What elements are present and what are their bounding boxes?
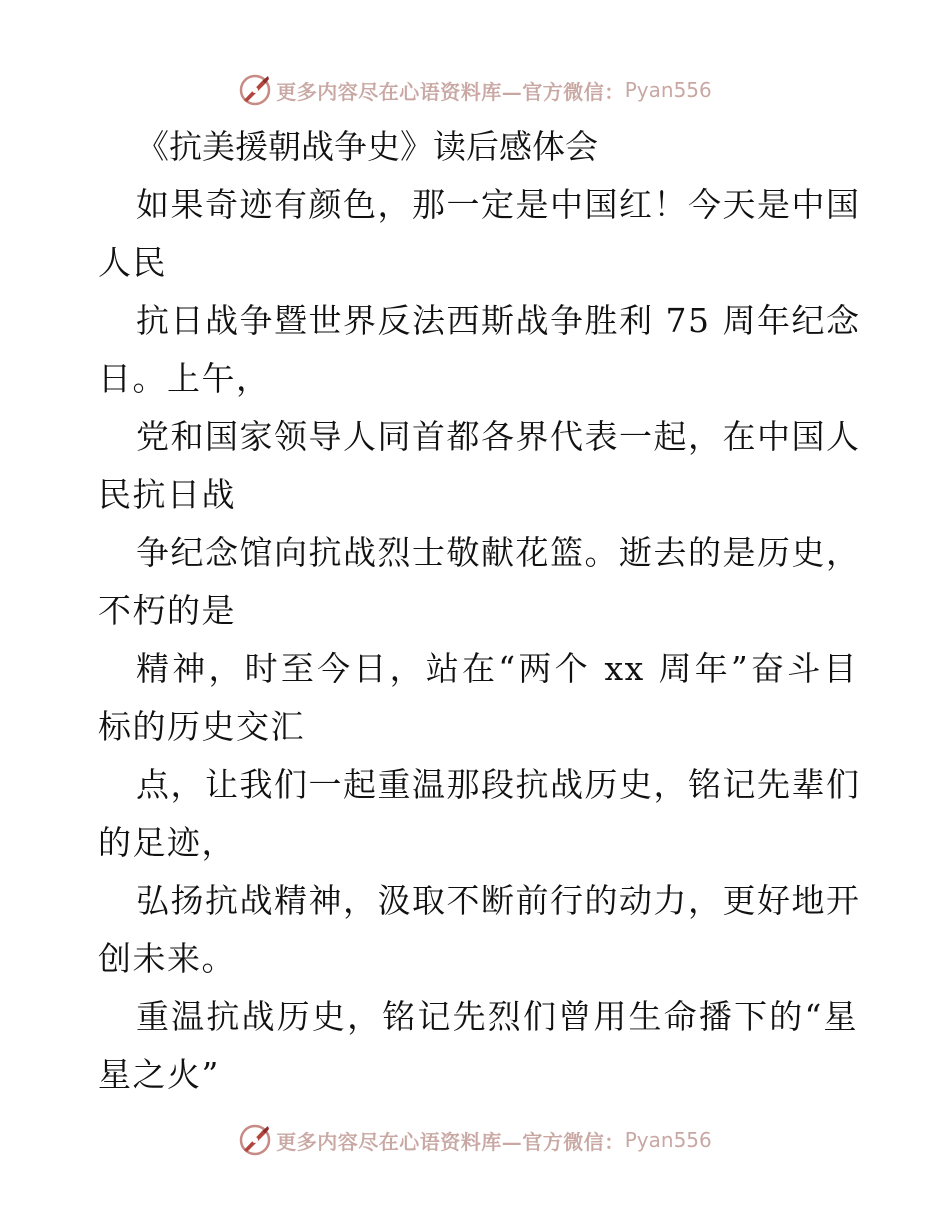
paragraph-line: 标的历史交汇 xyxy=(98,707,305,746)
paragraph-line: 人民 xyxy=(98,243,167,282)
paragraph-line: 弘扬抗战精神，汲取不断前行的动力，更好地开 xyxy=(136,881,861,920)
paragraph xyxy=(98,872,861,988)
paragraph xyxy=(98,988,858,1104)
paragraph-line: 不朽的是 xyxy=(98,591,236,630)
paragraph-line: 抗日战争暨世界反法西斯战争胜利 75 周年纪念 xyxy=(136,301,861,340)
paragraph-line: 星之火” xyxy=(98,1055,220,1094)
paragraph xyxy=(98,176,861,292)
quill-pen-logo-icon xyxy=(238,73,272,107)
paragraph xyxy=(98,756,861,872)
paragraph-line: 民抗日战 xyxy=(98,475,236,514)
paragraph-line: 日。上午， xyxy=(98,359,271,398)
paragraph xyxy=(98,408,861,524)
watermark-text: 更多内容尽在心语资料库—官方微信： xyxy=(276,79,625,104)
paragraph xyxy=(98,640,858,756)
document-title: 《抗美援朝战争史》读后感体会 xyxy=(136,127,598,166)
paragraph-line: 党和国家领导人同首都各界代表一起，在中国人 xyxy=(136,417,861,456)
watermark-wechat-id: Pyan556 xyxy=(624,1128,712,1152)
paragraph xyxy=(98,292,861,408)
paragraph-line: 重温抗战历史，铭记先烈们曾用生命播下的“星 xyxy=(136,997,858,1036)
watermark-wechat-id: Pyan556 xyxy=(624,78,712,102)
paragraph-line: 精神，时至今日，站在“两个 xx 周年”奋斗目 xyxy=(136,649,858,688)
paragraph-line: 点，让我们一起重温那段抗战历史，铭记先辈们 xyxy=(136,765,861,804)
header-watermark-banner xyxy=(0,70,950,110)
paragraph-line: 争纪念馆向抗战烈士敬献花篮。逝去的是历史， xyxy=(136,533,861,572)
quill-pen-logo-icon xyxy=(238,1123,272,1157)
document-body xyxy=(98,118,861,1104)
paragraph-line: 创未来。 xyxy=(98,939,236,978)
footer-watermark-banner xyxy=(0,1120,950,1160)
paragraph-line: 的足迹， xyxy=(98,823,236,862)
paragraph-line: 如果奇迹有颜色，那一定是中国红！今天是中国 xyxy=(136,185,861,224)
watermark-text: 更多内容尽在心语资料库—官方微信： xyxy=(276,1129,625,1154)
paragraph xyxy=(98,524,861,640)
